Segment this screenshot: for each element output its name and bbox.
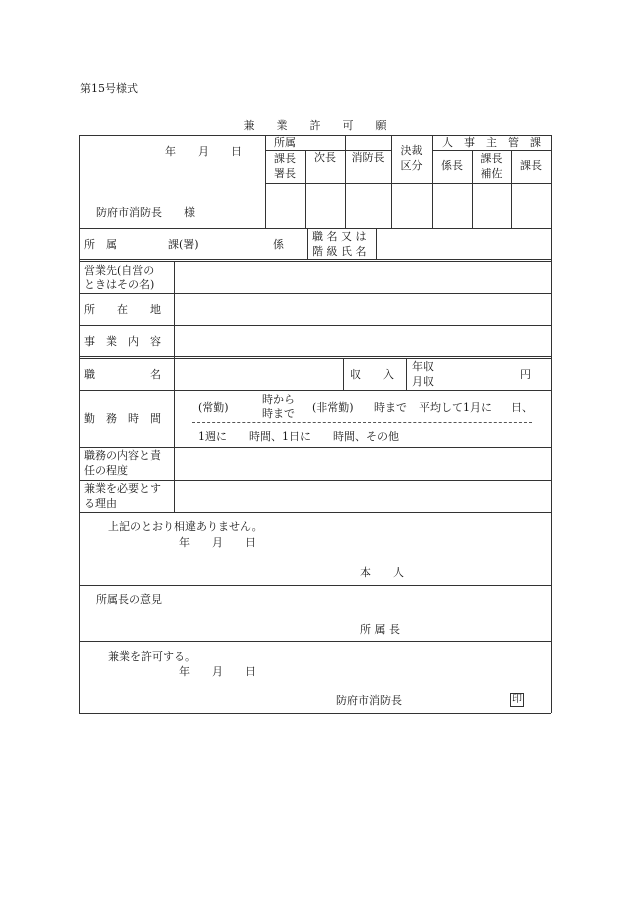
declaration-date: 年 月 日 <box>179 536 256 549</box>
nichi-label: 日、 <box>511 401 533 414</box>
kachou-hosa-label-1: 課長 <box>480 152 503 165</box>
frame-left <box>79 135 80 713</box>
vline-shokumei-left <box>307 228 308 259</box>
form-number: 第15号様式 <box>80 82 138 95</box>
opinion-signer: 所 属 長 <box>360 623 400 636</box>
line-r11 <box>79 641 551 642</box>
eigyousaki-label-1: 営業先(自営の <box>84 264 155 277</box>
approval-date: 年 月 日 <box>179 665 256 678</box>
frame-bottom <box>79 713 551 714</box>
shuunyuu-label: 収 入 <box>350 368 394 381</box>
line-r9 <box>79 512 551 513</box>
declaration-signer: 本 人 <box>360 566 404 579</box>
kinmu-jikan-label: 勤 務 時 間 <box>84 412 161 425</box>
vline-shuunyuu-left <box>343 358 344 390</box>
kessai-label: 決裁 <box>400 144 423 157</box>
line-r2b <box>79 261 551 262</box>
riyuu-label-2: る理由 <box>84 497 117 510</box>
frame-right <box>551 135 552 713</box>
joukin-label: (常勤) <box>198 401 229 414</box>
line-r4 <box>79 325 551 326</box>
line-jinji-under <box>432 150 551 151</box>
jichou-label: 次長 <box>314 151 336 164</box>
jigyou-naiyou-label: 事 業 内 容 <box>84 335 161 348</box>
line-r10 <box>79 585 551 586</box>
form-title: 兼 業 許 可 願 <box>243 119 387 132</box>
line-stamp-header <box>265 183 551 184</box>
kachou-label-right: 課長 <box>520 159 542 172</box>
ji-kara-label: 時から <box>262 393 295 406</box>
line-r7 <box>79 447 551 448</box>
vline-shokumei-right <box>376 228 377 259</box>
shuu-line: 1週に 時間、1日に 時間、その他 <box>198 430 399 443</box>
kachou-label: 課長 <box>274 152 296 165</box>
nenshuu-label: 年収 <box>412 360 434 373</box>
vline-label-col <box>174 261 175 512</box>
shokumei2-label: 職 名 <box>84 368 161 381</box>
line-r5a <box>79 356 551 357</box>
ji-made2-label: 時まで <box>374 401 407 414</box>
shochou-label: 署長 <box>274 167 296 180</box>
line-r1 <box>79 228 551 229</box>
eigyousaki-label-2: ときはその名) <box>84 278 155 291</box>
opinion-label: 所属長の意見 <box>96 593 162 606</box>
line-r3 <box>79 293 551 294</box>
approval-text: 兼業を許可する。 <box>108 650 196 663</box>
approval-signer: 防府市消防長 <box>336 694 402 707</box>
shozoku-label: 所 属 <box>84 238 117 251</box>
shouboucho-label: 消防長 <box>351 151 385 164</box>
dashed-separator <box>192 422 532 423</box>
line-r2a <box>79 259 551 260</box>
seal-box: 印 <box>512 694 522 705</box>
kakarichou-label: 係長 <box>441 159 463 172</box>
vline-shuunyuu-right <box>406 358 407 390</box>
shokumu-label-2: 任の程度 <box>84 464 128 477</box>
hijoukin-label: (非常勤) <box>312 401 354 414</box>
yen-label: 円 <box>520 368 531 381</box>
line-r6 <box>79 390 551 391</box>
ka-sho-label: 課(署) <box>168 238 199 251</box>
kachou-hosa-label-2: 補佐 <box>480 167 503 180</box>
kubun-label: 区分 <box>400 159 423 172</box>
line-r5b <box>79 358 551 359</box>
jinji-kanrika-label: 人 事 主 管 課 <box>442 136 541 149</box>
getsushuu-label: 月収 <box>412 375 434 388</box>
shokumu-label-1: 職務の内容と責 <box>84 449 161 462</box>
line-r8 <box>79 480 551 481</box>
riyuu-label-1: 兼業を必要とす <box>84 482 161 495</box>
vline-h3 <box>345 135 346 228</box>
heikin-label: 平均して1月に <box>419 401 492 414</box>
kakari-label: 係 <box>273 238 284 251</box>
shokumei-label-2: 階 級 氏 名 <box>312 245 367 258</box>
declaration-text: 上記のとおり相違ありません。 <box>108 520 263 533</box>
shozaichi-label: 所 在 地 <box>84 303 161 316</box>
shozoku-top-label: 所属 <box>274 136 296 149</box>
header-date: 年 月 日 <box>165 145 242 158</box>
ji-made-label: 時まで <box>262 407 295 420</box>
addressee: 防府市消防長 様 <box>96 206 195 219</box>
shokumei-label-1: 職 名 又 は <box>312 230 367 243</box>
